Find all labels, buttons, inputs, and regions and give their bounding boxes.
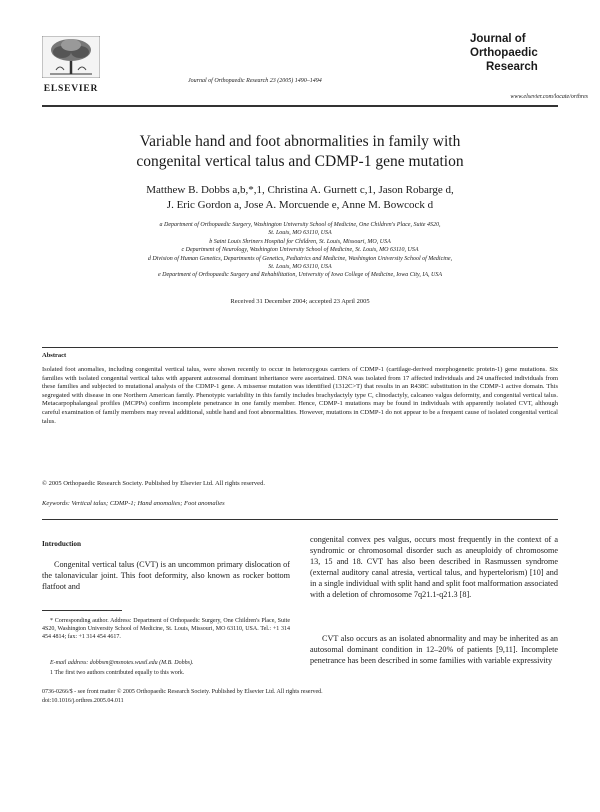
affiliation-e: e Department of Orthopaedic Surgery and Rehabilitation, University of Iowa College of Medicine, Iowa City, IA, USA <box>157 272 443 279</box>
journal-url[interactable]: www.elsevier.com/locate/orthres <box>510 94 588 100</box>
affiliation-a1: a Department of Orthopaedic Surgery, Washington University School of Medicine, One Children's Place, Suite 4S20, <box>159 222 441 228</box>
elsevier-tree-icon <box>42 36 100 78</box>
abstract-body: Isolated foot anomalies, including congenital vertical talus, were shown recently to occur in heterozygous carriers of CDMP-1 (cartilage-derived morphogenetic protein-1) gene mutations. Six families with isolated congenital vertical talus with apparent autosomal dominant inheritance were ascertained. DNA was isolated from 17 affected individuals and 24 unaffected individuals from these families and subjected to mutational analysis of the CDMP-1 gene. A missense mutation was identified (1312C>T) that results in an R438C substitution in the CDMP-1 active domain. This segregated with disease in one Northern American family. Phenotypic variability in this family includes brachydactyly type C, clinodactyly, calcaneo valgus deformity, and congenital vertical talus. Metacarpophalangeal profiles (MCPPs) confirm incomplete penetrance in one family member. Hence, CDMP-1 mutations may be found in individuals with apparently isolated CVT, although careful examination of family members may reveal additional, subtle hand and foot abnormalities. However, mutations in CDMP-1 do not appear to be a frequent cause of isolated congenital vertical talus. <box>42 366 558 425</box>
authors-line2: J. Eric Gordon a, Jose A. Morcuende e, Anne M. Bowcock d <box>166 199 434 211</box>
journal-name-block <box>470 32 580 74</box>
footnote-corresponding: * Corresponding author. Address: Department of Orthopaedic Surgery, One Children's Place, Suite 4S20, Washington University School of Medicine, St. Louis, Missouri, MO 63110, USA. Tel.: +1 314 454 4814; fax: +1 314 454 4617. <box>42 618 290 641</box>
journal-citation: Journal of Orthopaedic Research 23 (2005) 1490–1494 <box>188 78 322 84</box>
intro-right-paragraph-2: CVT also occurs as an isolated abnormality and may be inherited as an autosomal dominant condition in 12–20% of patients [9,11]. Incomplete penetrance has been described in some families with variable expressivity <box>310 634 558 665</box>
footer-doi[interactable]: doi:10.1016/j.orthres.2005.04.011 <box>42 698 124 704</box>
authors <box>42 183 558 213</box>
abstract-heading: Abstract <box>42 352 67 359</box>
intro-left-paragraph: Congenital vertical talus (CVT) is an uncommon primary dislocation of the talonavicular joint. This foot deformity, also known as rocker bottom flatfoot and <box>42 560 290 591</box>
affiliation-d2: St. Louis, MO 63110, USA <box>268 264 332 271</box>
abstract-bottom-rule <box>42 519 558 520</box>
title-line2: congenital vertical talus and CDMP-1 gene mutation <box>136 153 464 170</box>
header-rule <box>42 105 558 107</box>
affiliation-b: b Saint Louis Shriners Hospital for Children, St. Louis, Missouri, MO, USA <box>209 238 391 245</box>
authors-line1: Matthew B. Dobbs a,b,*,1, Christina A. Gurnett c,1, Jason Robarge d, <box>146 184 454 196</box>
footer-issn: 0736-0266/$ - see front matter © 2005 Orthopaedic Research Society. Published by Elsevier Ltd. All rights reserved. <box>42 689 323 695</box>
footnote-email[interactable]: E-mail address: dobbsm@msnotes.wustl.edu (M.B. Dobbs). <box>50 660 194 666</box>
abstract-top-rule <box>42 347 558 348</box>
intro-right-paragraph-1: congenital convex pes valgus, occurs most frequently in the context of a syndromic or chromosomal disorder such as aneuploidy of chromosome 13, 15 and 18. CVT has also been described in Rasmussen syndrome (external auditory canal atresia, vertical talus, and hypertelorism) [10] and in a single individual with split hand and split foot malformation associated with a deletion of chromosome 7q21.1-q21.3 [8]. <box>310 535 558 599</box>
publisher-name: ELSEVIER <box>43 84 99 94</box>
affiliation-d1: d Division of Human Genetics, Departments of Genetics, Pediatrics and Medicine, Washington University School of Medicine, <box>147 255 453 262</box>
journal-name-line1: Journal of <box>470 33 526 45</box>
affiliations <box>60 221 540 280</box>
affiliation-c: c Department of Neurology, Washington University School of Medicine, St. Louis, MO 63110, USA <box>181 247 419 254</box>
footnote-rule <box>42 610 122 611</box>
footnote-equal-contribution: 1 The first two authors contributed equally to this work. <box>50 670 185 676</box>
article-title <box>42 132 558 172</box>
received-dates: Received 31 December 2004; accepted 23 April 2005 <box>230 298 370 305</box>
affiliation-a2: St. Louis, MO 63110, USA <box>268 230 332 237</box>
journal-name-line3: Research <box>486 61 538 73</box>
keywords: Keywords: Vertical talus; CDMP-1; Hand anomalies; Foot anomalies <box>42 500 225 507</box>
title-line1: Variable hand and foot abnormalities in family with <box>139 133 461 150</box>
abstract-copyright: © 2005 Orthopaedic Research Society. Published by Elsevier Ltd. All rights reserved. <box>42 480 265 487</box>
intro-heading: Introduction <box>42 540 82 548</box>
journal-name-line2: Orthopaedic <box>470 47 538 59</box>
publisher-logo <box>42 36 100 94</box>
